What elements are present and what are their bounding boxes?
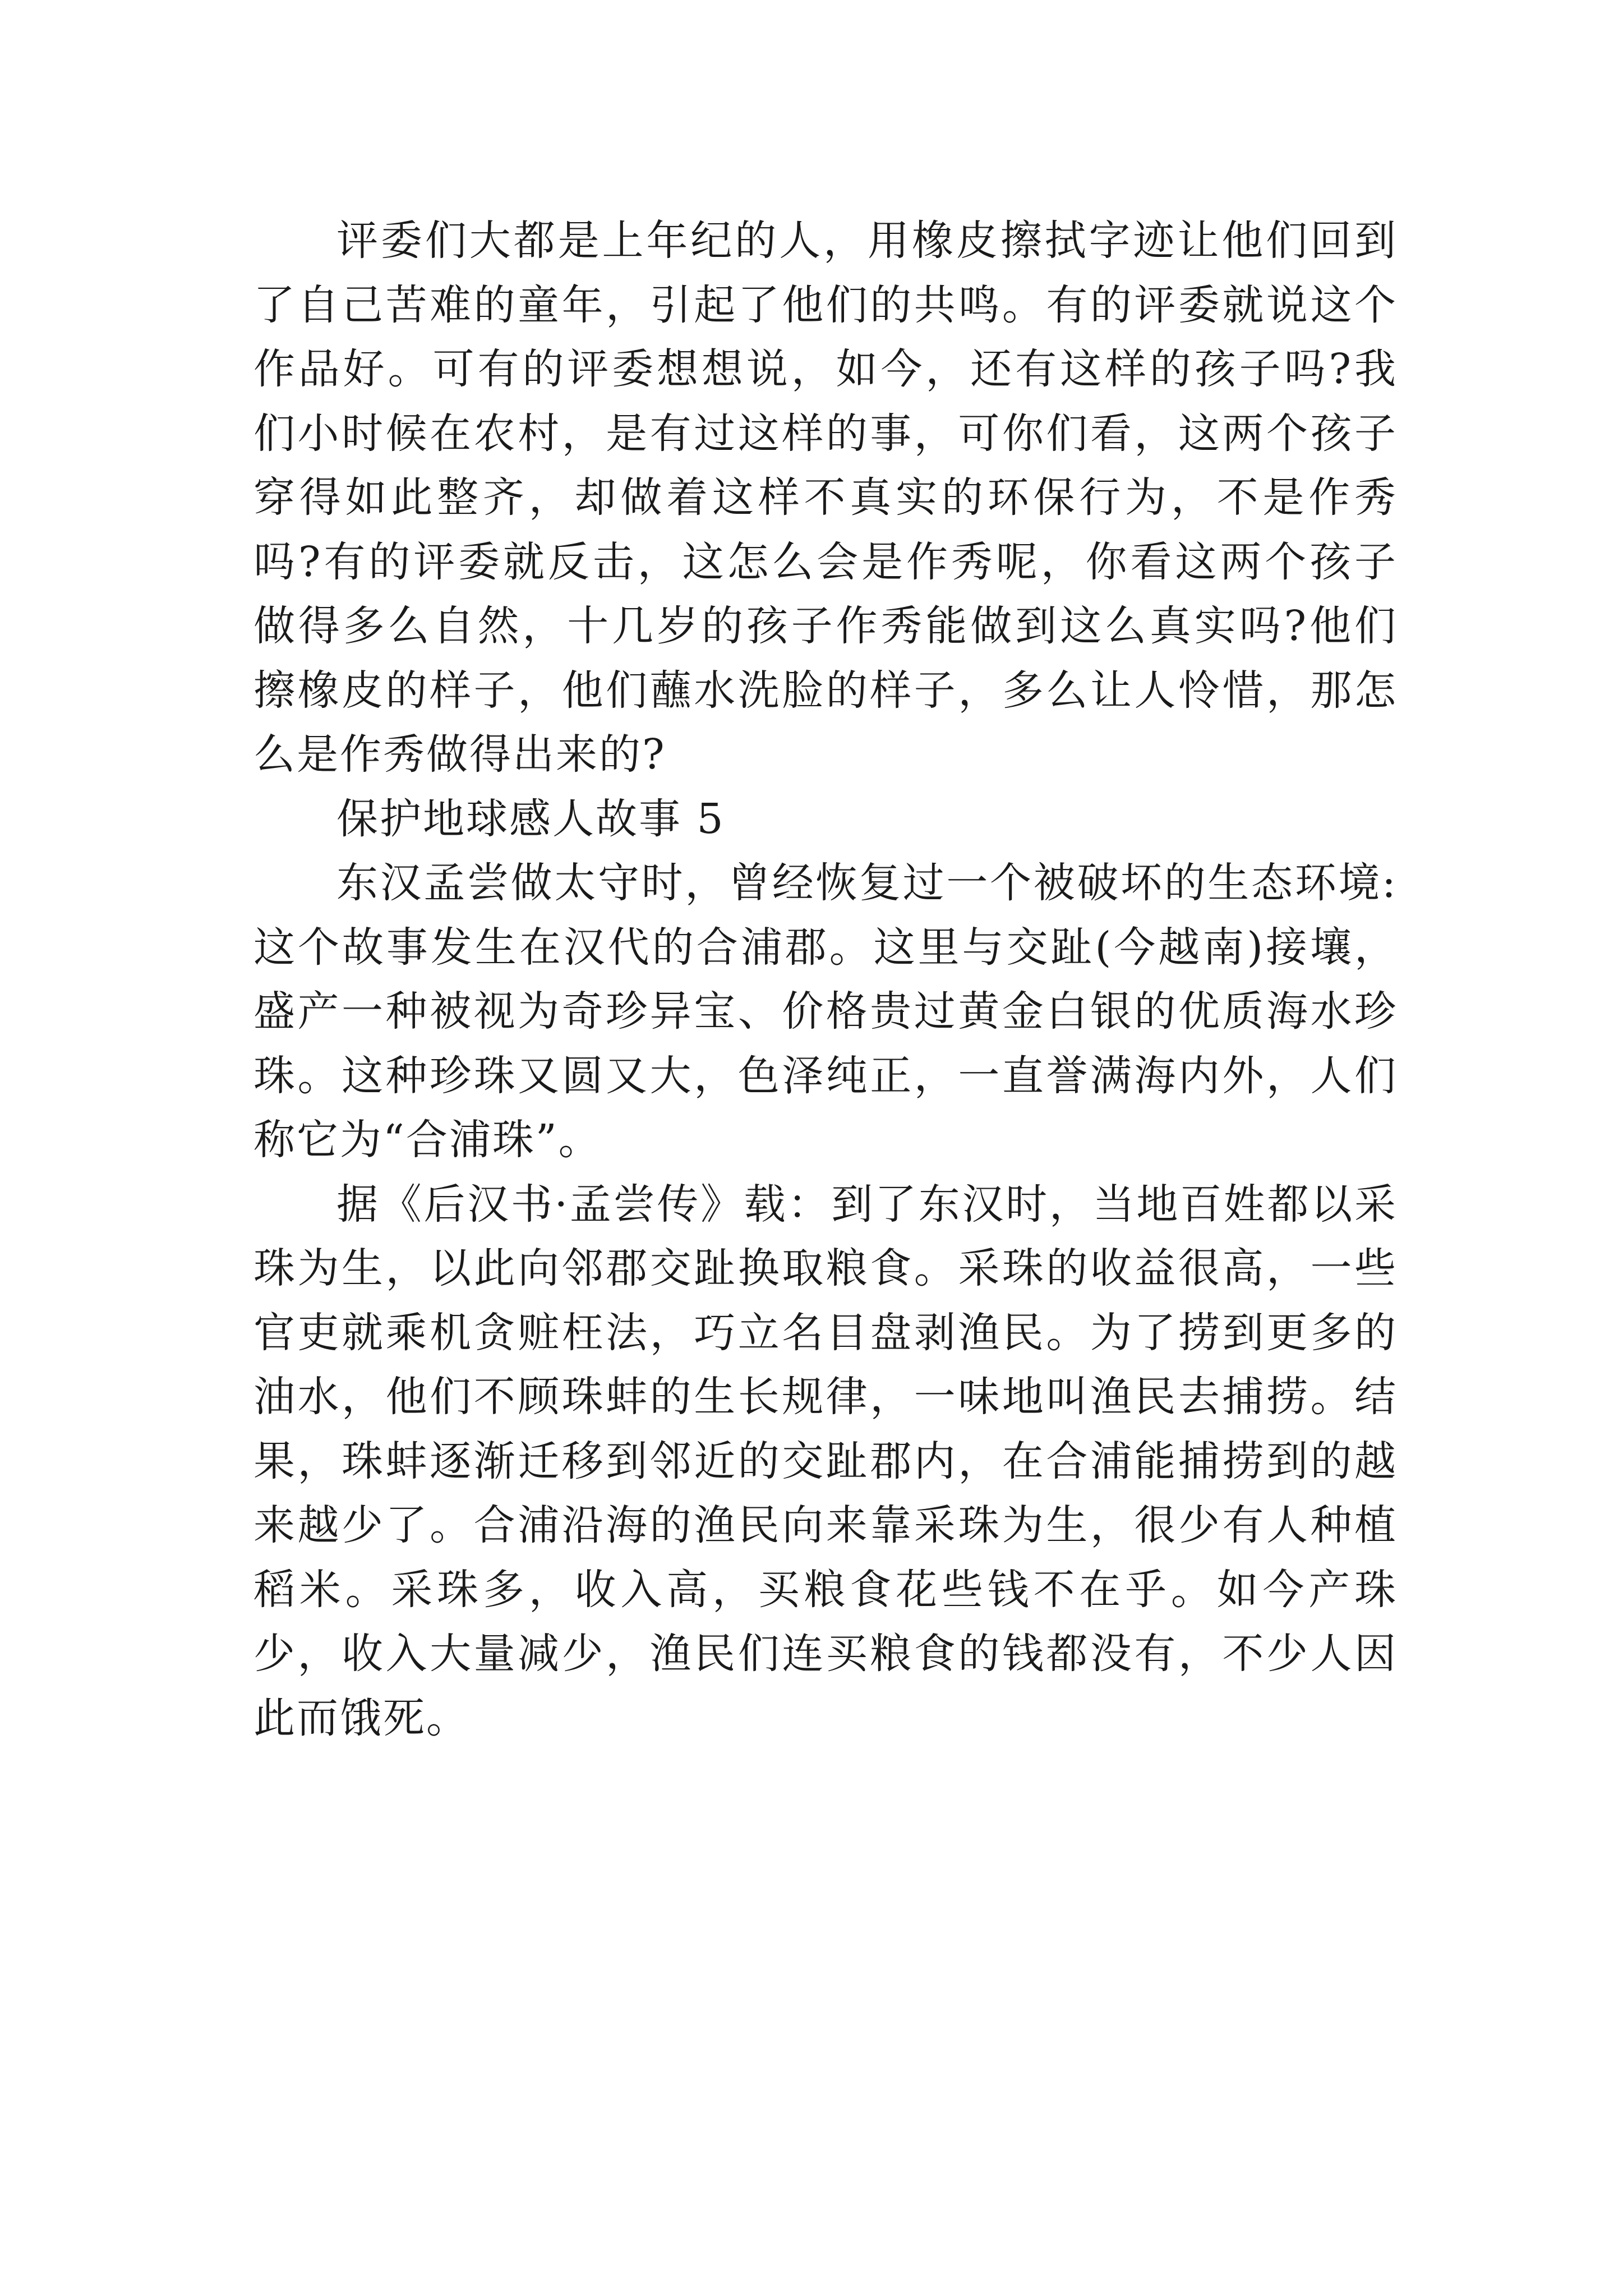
paragraph-meng-chang-intro: 东汉孟尝做太守时，曾经恢复过一个被破坏的生态环境:这个故事发生在汉代的合浦郡。这里与交趾(今越南)接壤，盛产一种被视为奇珍异宝、价格贵过黄金白银的优质海水珍珠。这种珍珠又圆又大，色泽纯正，一直誉满海内外，人们称它为“合浦珠”。 [253,859,1398,1164]
paragraph-hou-han-shu: 据《后汉书·孟尝传》载：到了东汉时，当地百姓都以采珠为生，以此向邻郡交趾换取粮食。采珠的收益很高，一些官吏就乘机贪赃枉法，巧立名目盘剥渔民。为了捞到更多的油水，他们不顾珠蚌的生长规律，一味地叫渔民去捕捞。结果，珠蚌逐渐迁移到邻近的交趾郡内，在合浦能捕捞到的越来越少了。合浦沿海的渔民向来靠采珠为生，很少有人种植稻米。采珠多，收入高，买粮食花些钱不在乎。如今产珠少，收入大量减少，渔民们连买粮食的钱都没有，不少人因此而饿死。 [253,1180,1398,1742]
section-heading: 保护地球感人故事 5 [336,794,725,843]
document-body [253,209,1398,1750]
paragraph-judges-debate: 评委们大都是上年纪的人，用橡皮擦拭字迹让他们回到了自己苦难的童年，引起了他们的共鸣。有的评委就说这个作品好。可有的评委想想说，如今，还有这样的孩子吗?我们小时候在农村，是有过这样的事，可你们看，这两个孩子穿得如此整齐，却做着这样不真实的环保行为，不是作秀吗?有的评委就反击，这怎么会是作秀呢，你看这两个孩子做得多么自然，十几岁的孩子作秀能做到这么真实吗?他们擦橡皮的样子，他们蘸水洗脸的样子，多么让人怜惜，那怎么是作秀做得出来的? [253,217,1398,779]
